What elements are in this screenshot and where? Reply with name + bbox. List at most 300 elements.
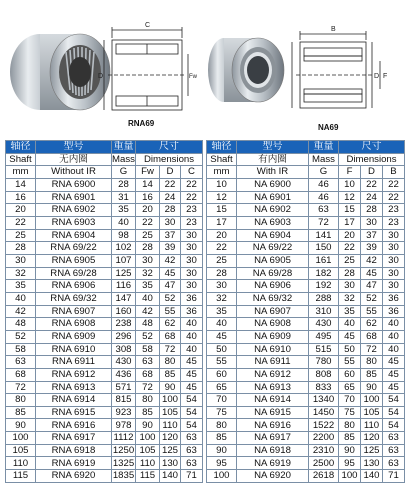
dim3-cell: 30 bbox=[383, 280, 405, 293]
table-row bbox=[6, 254, 203, 267]
dim1-cell: 28 bbox=[339, 267, 361, 280]
table-row bbox=[6, 191, 203, 204]
dim1-cell: 10 bbox=[339, 179, 361, 192]
shaft-cell: 95 bbox=[207, 457, 237, 470]
dim3-cell: 36 bbox=[383, 305, 405, 318]
dim3-cell: 40 bbox=[181, 330, 203, 343]
shaft-cell: 10 bbox=[207, 179, 237, 192]
table-row bbox=[6, 419, 203, 432]
na69-section-drawing bbox=[292, 31, 380, 108]
dim1-cell: 40 bbox=[136, 292, 160, 305]
table-row bbox=[207, 254, 405, 267]
shaft-cell: 45 bbox=[207, 330, 237, 343]
table-row bbox=[6, 406, 203, 419]
dim1-cell: 17 bbox=[339, 216, 361, 229]
dim1-cell: 50 bbox=[339, 343, 361, 356]
model-cell: RNA 6902 bbox=[36, 204, 112, 217]
mass-cell: 2500 bbox=[309, 457, 339, 470]
dim2-cell: 68 bbox=[160, 330, 181, 343]
mass-cell: 1112 bbox=[112, 432, 136, 445]
table-row bbox=[6, 267, 203, 280]
dim-col-3: B bbox=[383, 166, 405, 179]
dim3-cell: 45 bbox=[181, 381, 203, 394]
dim2-cell: 105 bbox=[361, 406, 383, 419]
dim3-cell: 71 bbox=[181, 470, 203, 483]
rna69-label: RNA69 bbox=[128, 119, 155, 128]
mass-cell: 116 bbox=[112, 280, 136, 293]
table-row bbox=[207, 179, 405, 192]
model-unit: With IR bbox=[237, 166, 309, 179]
shaft-header-en: Shaft bbox=[207, 153, 237, 166]
shaft-cell: 25 bbox=[207, 254, 237, 267]
model-cell: RNA 6917 bbox=[36, 432, 112, 445]
table-row bbox=[6, 368, 203, 381]
dim1-cell: 85 bbox=[136, 406, 160, 419]
dim-col-2: D bbox=[160, 166, 181, 179]
dim2-cell: 140 bbox=[361, 470, 383, 483]
model-cell: RNA 6918 bbox=[36, 444, 112, 457]
dim1-cell: 75 bbox=[339, 406, 361, 419]
mass-cell: 436 bbox=[112, 368, 136, 381]
dim3-cell: 45 bbox=[181, 356, 203, 369]
shaft-cell: 65 bbox=[207, 381, 237, 394]
dim3-cell: 30 bbox=[383, 242, 405, 255]
model-cell: NA 69/28 bbox=[237, 267, 309, 280]
mass-cell: 978 bbox=[112, 419, 136, 432]
mass-cell: 1522 bbox=[309, 419, 339, 432]
table-row bbox=[207, 242, 405, 255]
model-unit: Without IR bbox=[36, 166, 112, 179]
table-row bbox=[207, 444, 405, 457]
dim2-cell: 72 bbox=[160, 343, 181, 356]
mass-cell: 288 bbox=[309, 292, 339, 305]
dim3-cell: 40 bbox=[383, 318, 405, 331]
shaft-cell: 48 bbox=[6, 318, 36, 331]
shaft-cell: 85 bbox=[6, 406, 36, 419]
model-cell: NA 6900 bbox=[237, 179, 309, 192]
dim3-cell: 54 bbox=[383, 419, 405, 432]
mass-cell: 495 bbox=[309, 330, 339, 343]
table-row bbox=[6, 305, 203, 318]
dim3-cell: 63 bbox=[383, 444, 405, 457]
model-cell: RNA 6901 bbox=[36, 191, 112, 204]
model-cell: RNA 6914 bbox=[36, 394, 112, 407]
mass-cell: 98 bbox=[112, 229, 136, 242]
dim2-cell: 55 bbox=[361, 305, 383, 318]
shaft-unit: mm bbox=[6, 166, 36, 179]
model-cell: RNA 6916 bbox=[36, 419, 112, 432]
dim1-cell: 32 bbox=[136, 267, 160, 280]
mass-cell: 141 bbox=[309, 229, 339, 242]
dim2-cell: 28 bbox=[160, 204, 181, 217]
dim1-cell: 25 bbox=[339, 254, 361, 267]
model-cell: RNA 6906 bbox=[36, 280, 112, 293]
mass-cell: 808 bbox=[309, 368, 339, 381]
model-cell: NA 6909 bbox=[237, 330, 309, 343]
mass-cell: 1340 bbox=[309, 394, 339, 407]
shaft-cell: 100 bbox=[6, 432, 36, 445]
mass-cell: 46 bbox=[309, 191, 339, 204]
shaft-cell: 90 bbox=[6, 419, 36, 432]
model-cell: NA 6912 bbox=[237, 368, 309, 381]
dim2-cell: 125 bbox=[361, 444, 383, 457]
dim3-cell: 54 bbox=[181, 406, 203, 419]
dim2-cell: 45 bbox=[160, 267, 181, 280]
shaft-cell: 50 bbox=[207, 343, 237, 356]
shaft-cell: 75 bbox=[207, 406, 237, 419]
model-cell: RNA 6920 bbox=[36, 470, 112, 483]
dim1-cell: 110 bbox=[136, 457, 160, 470]
table-row bbox=[207, 229, 405, 242]
model-cell: RNA 6903 bbox=[36, 216, 112, 229]
dim3-cell: 30 bbox=[383, 254, 405, 267]
dim2-cell: 24 bbox=[361, 191, 383, 204]
dim3-cell: 30 bbox=[181, 242, 203, 255]
shaft-cell: 70 bbox=[207, 394, 237, 407]
table-row bbox=[6, 394, 203, 407]
table-row bbox=[207, 330, 405, 343]
table-row bbox=[207, 356, 405, 369]
dim3-cell: 54 bbox=[181, 394, 203, 407]
dim2-cell: 28 bbox=[361, 204, 383, 217]
shaft-cell: 85 bbox=[207, 432, 237, 445]
dim2-cell: 130 bbox=[160, 457, 181, 470]
dim2-cell: 52 bbox=[160, 292, 181, 305]
dim1-cell: 42 bbox=[136, 305, 160, 318]
mass-cell: 1250 bbox=[112, 444, 135, 456]
shaft-cell: 28 bbox=[207, 267, 237, 280]
dim1-cell: 30 bbox=[339, 280, 361, 293]
mass-header-en: Mass bbox=[112, 153, 135, 165]
shaft-header-en: Shaft bbox=[6, 153, 36, 166]
shaft-cell: 80 bbox=[207, 419, 237, 432]
mass-cell: 192 bbox=[309, 280, 339, 293]
mass-cell: 107 bbox=[112, 254, 136, 267]
model-cell: RNA 6913 bbox=[36, 381, 112, 394]
dim1-cell: 16 bbox=[136, 191, 160, 204]
shaft-cell: 105 bbox=[6, 444, 36, 457]
dim3-cell: 71 bbox=[383, 470, 405, 483]
mass-cell: 150 bbox=[309, 242, 339, 255]
model-cell: RNA 6904 bbox=[36, 229, 112, 242]
na69-dim-b: B bbox=[331, 26, 336, 33]
shaft-cell: 17 bbox=[207, 216, 237, 229]
dim2-cell: 100 bbox=[160, 394, 181, 407]
shaft-cell: 22 bbox=[6, 216, 36, 229]
dims-header-en: Dimensions bbox=[339, 153, 405, 166]
dim1-cell: 68 bbox=[136, 368, 160, 381]
dim3-cell: 54 bbox=[181, 419, 203, 432]
dim2-cell: 80 bbox=[160, 356, 181, 369]
dim3-cell: 54 bbox=[383, 406, 405, 419]
dim3-cell: 30 bbox=[383, 229, 405, 242]
dim1-cell: 22 bbox=[136, 216, 160, 229]
model-cell: NA 6920 bbox=[237, 470, 309, 483]
table-row bbox=[6, 229, 203, 242]
shaft-unit: mm bbox=[207, 166, 237, 179]
mass-cell: 182 bbox=[309, 267, 339, 280]
shaft-cell: 16 bbox=[6, 191, 36, 204]
shaft-cell: 32 bbox=[207, 292, 237, 305]
dim1-cell: 95 bbox=[339, 457, 361, 470]
dim2-cell: 90 bbox=[160, 381, 181, 394]
dim3-cell: 36 bbox=[383, 292, 405, 305]
mass-cell: 102 bbox=[112, 242, 136, 255]
model-cell: RNA 6915 bbox=[36, 406, 112, 419]
dim2-cell: 45 bbox=[361, 267, 383, 280]
model-cell: NA 6917 bbox=[237, 432, 309, 445]
mass-cell: 147 bbox=[112, 292, 136, 305]
dim2-cell: 42 bbox=[160, 254, 181, 267]
dim1-cell: 28 bbox=[136, 242, 160, 255]
dims-header-cn: 尺寸 bbox=[339, 141, 405, 154]
model-cell: RNA 6900 bbox=[36, 179, 112, 192]
dim2-cell: 30 bbox=[160, 216, 181, 229]
model-cell: NA 6919 bbox=[237, 457, 309, 470]
dim2-cell: 24 bbox=[160, 191, 181, 204]
dim3-cell: 45 bbox=[181, 368, 203, 381]
model-cell: NA 6910 bbox=[237, 343, 309, 356]
dim2-cell: 90 bbox=[361, 381, 383, 394]
table-row bbox=[6, 330, 203, 343]
dim-col-2: D bbox=[361, 166, 383, 179]
mass-cell: 310 bbox=[309, 305, 339, 318]
dim1-cell: 30 bbox=[136, 254, 160, 267]
model-header-cn: 型号 bbox=[36, 141, 112, 154]
dim1-cell: 100 bbox=[136, 432, 160, 445]
model-cell: RNA 6908 bbox=[36, 318, 112, 331]
dim3-cell: 54 bbox=[383, 394, 405, 407]
spec-tables bbox=[5, 140, 403, 483]
model-cell: NA 6905 bbox=[237, 254, 309, 267]
dim2-cell: 47 bbox=[361, 280, 383, 293]
dim3-cell: 63 bbox=[383, 457, 405, 470]
model-cell: NA 6918 bbox=[237, 444, 309, 457]
dim3-cell: 22 bbox=[383, 191, 405, 204]
na69-spec-table bbox=[206, 140, 405, 483]
dim2-cell: 80 bbox=[361, 356, 383, 369]
mass-cell: 28 bbox=[112, 179, 136, 192]
dim3-cell: 30 bbox=[181, 280, 203, 293]
dim2-cell: 47 bbox=[160, 280, 181, 293]
mass-cell: 571 bbox=[112, 381, 136, 394]
dim2-cell: 68 bbox=[361, 330, 383, 343]
dim2-cell: 52 bbox=[361, 292, 383, 305]
shaft-cell: 35 bbox=[207, 305, 237, 318]
dim2-cell: 39 bbox=[160, 242, 181, 255]
dim2-cell: 110 bbox=[361, 419, 383, 432]
dim3-cell: 45 bbox=[383, 368, 405, 381]
model-header-en: 无内圈 bbox=[36, 153, 112, 166]
na69-bearing-photo bbox=[208, 38, 284, 102]
dim2-cell: 130 bbox=[361, 457, 383, 470]
table-row bbox=[207, 368, 405, 381]
dim3-cell: 22 bbox=[181, 179, 203, 192]
mass-cell: 430 bbox=[309, 318, 339, 331]
shaft-cell: 30 bbox=[6, 254, 36, 267]
table-row bbox=[207, 216, 405, 229]
dim2-cell: 37 bbox=[160, 229, 181, 242]
model-cell: NA 6913 bbox=[237, 381, 309, 394]
table-row bbox=[207, 305, 405, 318]
dim2-cell: 30 bbox=[361, 216, 383, 229]
model-cell: NA 69/32 bbox=[237, 292, 309, 305]
dim3-cell: 36 bbox=[181, 305, 203, 318]
model-cell: NA 6902 bbox=[237, 204, 309, 217]
dim2-cell: 72 bbox=[361, 343, 383, 356]
dim1-cell: 35 bbox=[339, 305, 361, 318]
mass-cell: 238 bbox=[112, 318, 136, 331]
shaft-cell: 115 bbox=[6, 470, 36, 483]
rna69-spec-table bbox=[5, 140, 203, 483]
dim1-cell: 72 bbox=[136, 381, 160, 394]
table-row bbox=[6, 444, 203, 457]
dim3-cell: 63 bbox=[383, 432, 405, 445]
model-cell: NA 6906 bbox=[237, 280, 309, 293]
table-row bbox=[207, 191, 405, 204]
table-row bbox=[207, 292, 405, 305]
rna69-dim-d: D bbox=[98, 73, 104, 80]
mass-header-cn: 重量 bbox=[309, 141, 339, 154]
dim1-cell: 52 bbox=[136, 330, 160, 343]
dim1-cell: 70 bbox=[339, 394, 361, 407]
shaft-cell: 60 bbox=[207, 368, 237, 381]
dim1-cell: 90 bbox=[136, 419, 160, 432]
table-row bbox=[207, 318, 405, 331]
dim3-cell: 23 bbox=[181, 216, 203, 229]
dim2-cell: 42 bbox=[361, 254, 383, 267]
dim1-cell: 40 bbox=[339, 318, 361, 331]
dim1-cell: 60 bbox=[339, 368, 361, 381]
dim1-cell: 14 bbox=[136, 179, 160, 192]
shaft-header-cn: 轴径 bbox=[207, 141, 237, 154]
shaft-cell: 72 bbox=[6, 381, 36, 394]
model-cell: NA 6914 bbox=[237, 394, 309, 407]
table-row bbox=[6, 470, 203, 483]
mass-cell: 31 bbox=[112, 191, 136, 204]
dim1-cell: 12 bbox=[339, 191, 361, 204]
dim3-cell: 45 bbox=[383, 381, 405, 394]
dim3-cell: 30 bbox=[181, 267, 203, 280]
table-row bbox=[207, 394, 405, 407]
dim2-cell: 105 bbox=[160, 406, 181, 419]
table-row bbox=[6, 280, 203, 293]
table-row bbox=[207, 343, 405, 356]
dim3-cell: 40 bbox=[181, 318, 203, 331]
dim2-cell: 85 bbox=[160, 368, 181, 381]
model-cell: NA 6904 bbox=[237, 229, 309, 242]
table-row bbox=[207, 457, 405, 470]
dim1-cell: 80 bbox=[339, 419, 361, 432]
shaft-cell: 42 bbox=[6, 305, 36, 318]
dim3-cell: 30 bbox=[181, 254, 203, 267]
table-row bbox=[6, 432, 203, 445]
dim2-cell: 120 bbox=[160, 432, 181, 445]
model-cell: RNA 69/22 bbox=[36, 242, 112, 255]
dim1-cell: 63 bbox=[136, 356, 160, 369]
model-cell: NA 6903 bbox=[237, 216, 309, 229]
dim2-cell: 125 bbox=[160, 444, 181, 457]
shaft-cell: 63 bbox=[6, 356, 36, 369]
model-cell: RNA 6907 bbox=[36, 305, 112, 318]
model-cell: NA 6915 bbox=[237, 406, 309, 419]
shaft-cell: 90 bbox=[207, 444, 237, 457]
dim1-cell: 105 bbox=[136, 444, 160, 457]
table-header-units bbox=[207, 166, 405, 179]
dim-col-1: F bbox=[339, 166, 361, 179]
dim3-cell: 45 bbox=[383, 356, 405, 369]
model-cell: RNA 6909 bbox=[36, 330, 112, 343]
mass-cell: 40 bbox=[112, 216, 136, 229]
na69-dim-d: D bbox=[374, 73, 380, 80]
dim3-cell: 23 bbox=[383, 216, 405, 229]
shaft-cell: 14 bbox=[6, 179, 36, 192]
shaft-cell: 32 bbox=[6, 267, 36, 280]
shaft-cell: 12 bbox=[207, 191, 237, 204]
shaft-cell: 20 bbox=[6, 204, 36, 217]
mass-cell: 2618 bbox=[309, 470, 339, 483]
table-row bbox=[6, 318, 203, 331]
mass-cell: 833 bbox=[309, 381, 339, 394]
model-cell: RNA 6912 bbox=[36, 368, 112, 381]
table-row bbox=[207, 419, 405, 432]
table-row bbox=[6, 381, 203, 394]
dim2-cell: 110 bbox=[160, 419, 181, 432]
model-cell: RNA 69/32 bbox=[36, 292, 112, 305]
shaft-cell: 110 bbox=[6, 457, 36, 470]
mass-cell: 430 bbox=[112, 356, 136, 369]
table-row bbox=[207, 432, 405, 445]
mass-unit: G bbox=[112, 166, 136, 179]
model-cell: NA 6901 bbox=[237, 191, 309, 204]
shaft-cell: 40 bbox=[6, 292, 36, 305]
dim1-cell: 65 bbox=[339, 381, 361, 394]
table-row bbox=[6, 457, 203, 470]
dim3-cell: 23 bbox=[181, 204, 203, 217]
dim3-cell: 40 bbox=[383, 330, 405, 343]
table-row bbox=[207, 267, 405, 280]
model-cell: NA 6916 bbox=[237, 419, 309, 432]
dim3-cell: 23 bbox=[383, 204, 405, 217]
dim2-cell: 62 bbox=[160, 318, 181, 331]
dim3-cell: 40 bbox=[181, 343, 203, 356]
dim1-cell: 20 bbox=[339, 229, 361, 242]
shaft-cell: 40 bbox=[207, 318, 237, 331]
table-row bbox=[6, 343, 203, 356]
mass-cell: 63 bbox=[309, 204, 339, 217]
dim2-cell: 120 bbox=[361, 432, 383, 445]
dim1-cell: 55 bbox=[339, 356, 361, 369]
table-row bbox=[6, 216, 203, 229]
table-row bbox=[6, 356, 203, 369]
shaft-cell: 15 bbox=[207, 204, 237, 217]
mass-cell: 1325 bbox=[112, 457, 135, 469]
model-cell: RNA 6910 bbox=[36, 343, 112, 356]
table-row bbox=[207, 381, 405, 394]
na69-dim-f: F bbox=[383, 73, 388, 80]
dim3-cell: 22 bbox=[383, 179, 405, 192]
table-row bbox=[207, 280, 405, 293]
dim1-cell: 45 bbox=[339, 330, 361, 343]
dim2-cell: 85 bbox=[361, 368, 383, 381]
dim3-cell: 30 bbox=[181, 229, 203, 242]
dim2-cell: 62 bbox=[361, 318, 383, 331]
model-cell: NA 6908 bbox=[237, 318, 309, 331]
dim2-cell: 100 bbox=[361, 394, 383, 407]
mass-cell: 160 bbox=[112, 305, 136, 318]
mass-cell: 815 bbox=[112, 394, 136, 407]
mass-cell: 1450 bbox=[309, 406, 339, 419]
